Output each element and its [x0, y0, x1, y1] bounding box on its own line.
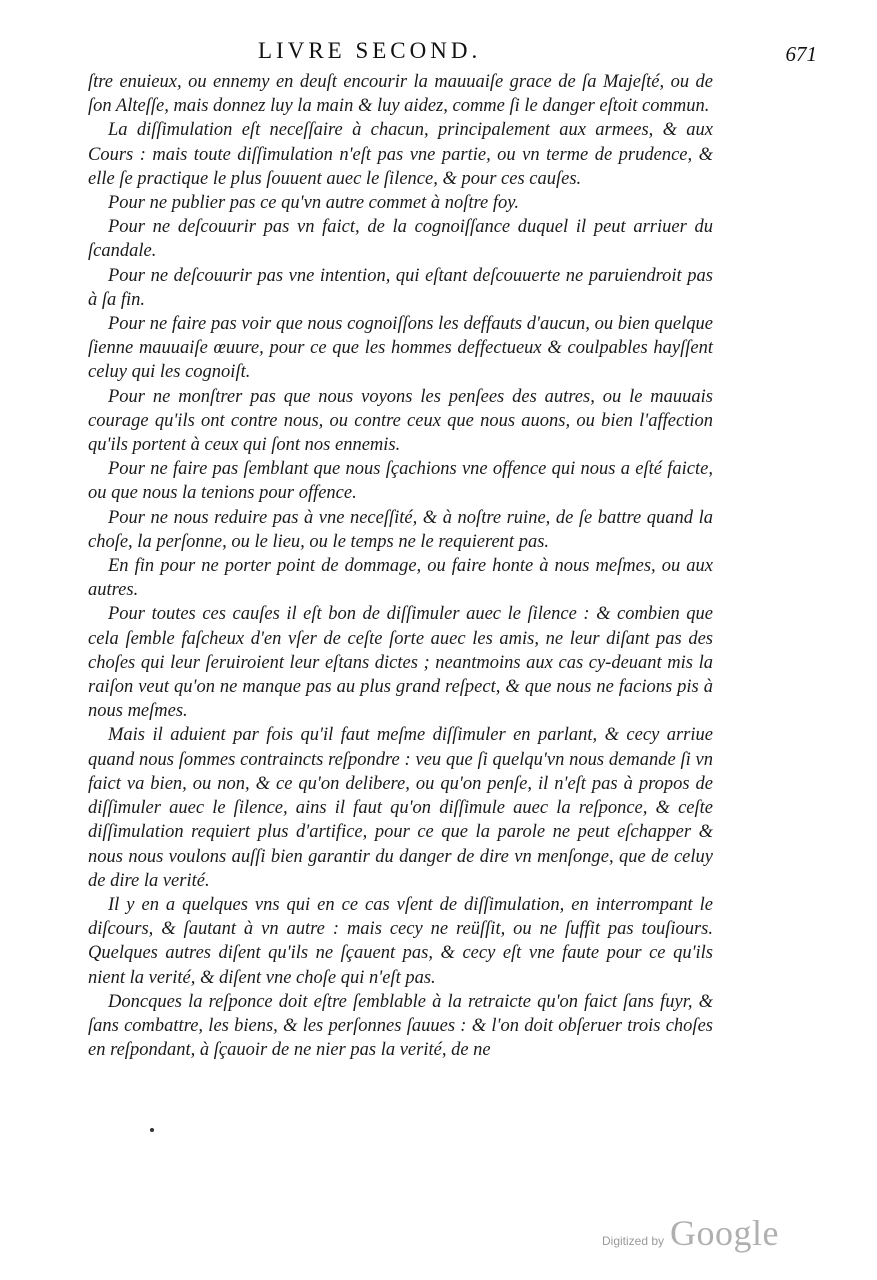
running-head [0, 38, 877, 68]
paragraph: Pour ne deſcouurir pas vne intention, qui eſtant deſcouuerte ne paruiendroit pas à ſa fin. [88, 265, 713, 310]
paragraph: Pour ne monſtrer pas que nous voyons les penſees des autres, ou le mauuais courage qu'ils ont contre nous, ou contre ceux que nous auons, ou bien l'affection qu'ils portent à ceux qui ſont nos ennemis. [88, 386, 713, 456]
paragraph: Pour ne faire pas voir que nous cognoiſſons les deffauts d'aucun, ou bien quelque ſienne mauuaiſe œuure, pour ce que les hommes deffectueux & coulpables hayſſent celuy qui les cognoiſt. [88, 314, 713, 383]
paragraph: La diſſimulation eſt neceſſaire à chacun, principalement aux armees, & aux Cours : mais toute diſſimulation n'eſt pas vne partie, ou vn terme de prudence, & elle ſe practique le plus ſouuent auec le ſilence, & pour ces cauſes. [88, 120, 713, 189]
body-text [88, 70, 713, 1062]
paragraph: Pour ne faire pas ſemblant que nous ſçachions vne offence qui nous a eſté faicte, ou que nous la tenions pour offence. [88, 459, 713, 504]
google-logo: Google [670, 1213, 779, 1253]
paragraph: En fin pour ne porter point de dommage, ou faire honte à nous meſmes, ou aux autres. [88, 556, 713, 601]
digitized-watermark [602, 1212, 779, 1254]
ink-speck [150, 1128, 154, 1132]
paragraph: Pour toutes ces cauſes il eſt bon de diſſimuler auec le ſilence : & combien que cela ſemble faſcheux d'en vſer de ceſte ſorte auec les amis, ne leur diſant pas des choſes qui leur ſeruiroient leur eſtans dictes ; neantmoins aux cas cy-deuant mis la raiſon veut qu'on ne manque pas au plus grand reſpect, & que nous ne facions pis à nous meſmes. [88, 604, 713, 722]
paragraph: Mais il aduient par fois qu'il faut meſme diſſimuler en parlant, & cecy arriue quand nous ſommes contraincts reſpondre : veu que ſi quelqu'vn nous demande ſi vn faict va bien, ou non, & ce qu'on delibere, ou qu'on penſe, il n'eſt pas à propos de diſſimuler auec le ſilence, ains il faut qu'on diſſimule auec la reſponce, & ceſte diſſimulation requiert plus d'artifice, pour ce que la parole ne peut eſchapper & nous nous voulons auſſi bien garantir du danger de dire vn menſonge, que de celuy de dire la verité. [88, 725, 713, 891]
paragraph-continuation: ſtre enuieux, ou ennemy en deuſt encourir la mauuaiſe grace de ſa Majeſté, ou de ſon Alteſſe, mais donnez luy la main & luy aidez, comme ſi le danger eſtoit commun. [88, 72, 713, 117]
paragraph: Pour ne deſcouurir pas vn faict, de la cognoiſſance duquel il peut arriuer du ſcandale. [88, 217, 713, 262]
watermark-prefix: Digitized by [601, 1234, 665, 1248]
paragraph: Pour ne nous reduire pas à vne neceſſité, & à noſtre ruine, de ſe battre quand la choſe, la perſonne, ou le lieu, ou le temps ne le requierent pas. [88, 507, 713, 552]
paragraph: Pour ne publier pas ce qu'vn autre commet à noſtre foy. [108, 193, 520, 214]
page-number: 671 [785, 42, 817, 66]
paragraph: Il y en a quelques vns qui en ce cas vſent de diſſimulation, en interrompant le diſcours, & ſautant à vn autre : mais cecy ne reüſſit, ou ne ſuffit pas touſiours. Quelques autres diſent qu'ils ne ſçauent pas, & cecy eſt vne faute pour ce qu'ils nient la verité, & diſent vne choſe qui n'eſt pas. [88, 894, 713, 988]
paragraph: Doncques la reſponce doit eſtre ſemblable à la retraicte qu'on faict ſans fuyr, & ſans combattre, les biens, & les perſonnes ſauues : & l'on doit obſeruer trois choſes en reſpondant, à ſçauoir de ne nier pas la verité, de ne [88, 991, 713, 1061]
running-title: LIVRE SECOND. [258, 38, 482, 63]
